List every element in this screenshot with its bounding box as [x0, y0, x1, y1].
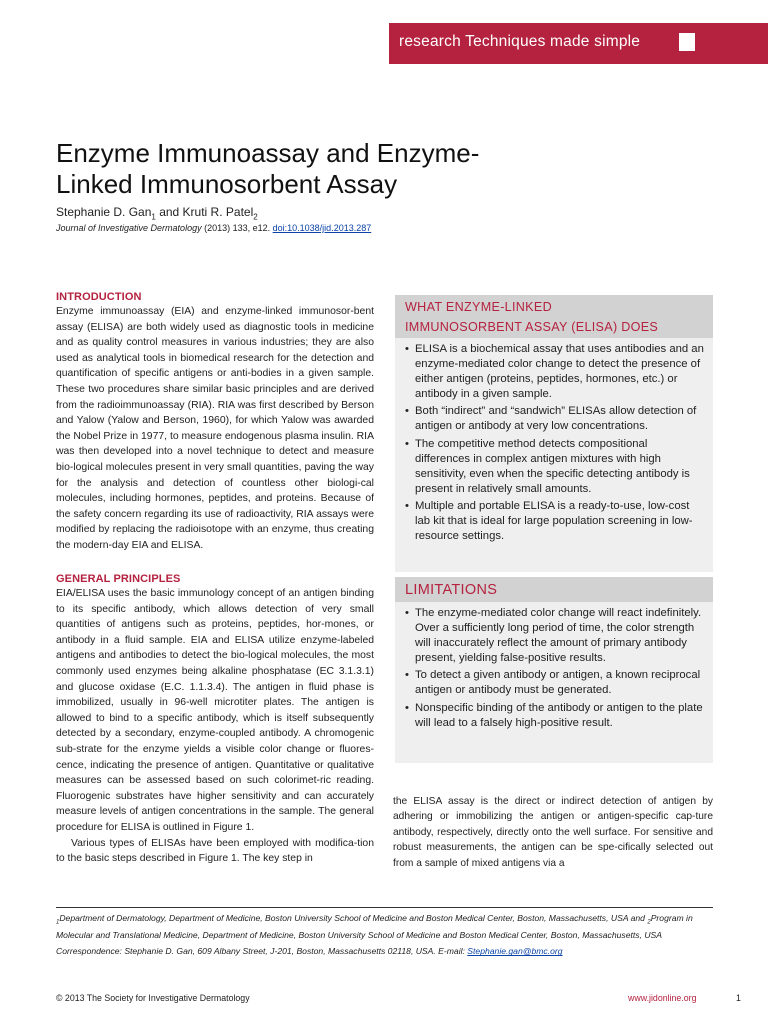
general-principles-paragraph-2: Various types of ELISAs have been employed with modifica-tion to the basic steps described in Figure 1. The key step in — [56, 837, 374, 865]
article-title — [56, 138, 576, 200]
banner-square-icon — [679, 33, 695, 51]
citation — [56, 223, 371, 233]
banner-text: research Techniques made simple — [399, 33, 641, 50]
title-line-1: Enzyme Immunoassay and Enzyme- — [56, 138, 480, 168]
general-principles-paragraph: EIA/ELISA uses the basic immunology concept of an antigen binding to its specific antibody, which allows detection of very small quantities of antigens such as proteins, peptides, hor-mones, or antibody in a fluid sample. EIA and ELISA utilize enzyme-labeled antigens and antibodies to detect the bio-logical molecules, the most commonly used enzymes being alkaline phosphatase (EC 3.1.3.1) and glucose oxidase (E.C. 1.1.3.4). The antigen in fluid phase is immobilized, usually in 96-well microtiter plates. The antigen is allowed to bind to a specific antibody, which is itself subsequently detected by a secondary, enzyme-coupled antibody. A chromogenic sub-strate for the enzyme yields a visible color change or fluores-cence, indicating the presence of antigen. Quantitative or qualitative measures can be assessed based on such colorimet-ric reading. Fluorogenic substrates have higher sensitivity and can accurately measure levels of antigen concentrations in the sample. The general procedure for ELISA is outlined in Figure 1. — [56, 588, 374, 833]
authors-and: and Kruti R. Patel — [155, 205, 254, 219]
limitations-box — [395, 602, 713, 763]
elisa-does-title — [405, 297, 658, 337]
correspondence — [56, 945, 716, 957]
email-link[interactable]: Stephanie.gan@bmc.org — [467, 946, 563, 957]
list-item: • Nonspecific binding of the antibody or antigen to the plate will lead to a falsely high-positive result. — [405, 701, 705, 731]
elisa-does-title-line-1: WHAT ENZYME-LINKED — [405, 300, 552, 314]
elisa-does-box-header — [395, 295, 713, 338]
general-principles-heading: GENERAL PRINCIPLES — [56, 573, 181, 585]
introduction-paragraph: Enzyme immunoassay (EIA) and enzyme-linked immunosor-bent assay (ELISA) are both widely used as diagnostic tools in medicine and as quality control measures in various industries; they are also used as analytical tools in biomedical research for the detection and quantification of specific antigens or anti-bodies in a given sample. These two procedures share similar basic principles and are derived from the radioimmunoassay (RIA). RIA was first described by Berson and Yalow (Yalow and Berson, 1960), for which Yalow was awarded the Nobel Prize in 1977, to measure endogenous plasma insulin. RIA was then developed into a novel technique to detect and measure bio-logical molecules present in very small quantities, paving the way for the analysis and detection of countless other biologi-cal molecules, including hormones, peptides, and proteins. Because of the safety concern regarding its use of radioactivity, RIA assays were modified by replacing the radioisotope with an enzyme, thus creating the modern-day EIA and ELISA. — [56, 306, 374, 551]
list-item: • Multiple and portable ELISA is a ready-to-use, low-cost lab kit that is ideal for large population screening in low-resource settings. — [405, 499, 705, 544]
list-item: • ELISA is a biochemical assay that uses antibodies and an enzyme-mediated color change to detect the presence of either antigen (proteins, peptides, hormones, etc.) or antibody in a given sample. — [405, 342, 705, 402]
elisa-does-box — [395, 338, 713, 572]
affiliations — [56, 912, 716, 941]
authors — [56, 205, 258, 221]
footnotes — [56, 912, 716, 958]
affiliation-mark-1: 1 — [56, 919, 60, 926]
list-item: • The competitive method detects compositional differences in complex antigen mixtures with high sensitivity, even when the specific detecting antibody is present in relatively small amounts. — [405, 437, 705, 497]
list-item: • To detect a given antibody or antigen, a known reciprocal antigen or antibody must be generated. — [405, 668, 705, 698]
general-principles-text — [56, 586, 374, 867]
title-line-2: Linked Immunosorbent Assay — [56, 169, 398, 199]
page-number: 1 — [736, 993, 741, 1003]
limitations-list — [405, 606, 705, 733]
right-column-text — [393, 794, 713, 871]
elisa-does-list — [405, 342, 705, 546]
limitations-box-header — [395, 577, 713, 602]
introduction-heading: INTRODUCTION — [56, 291, 142, 303]
author-1: Stephanie D. Gan — [56, 205, 152, 219]
doi-link[interactable]: doi:10.1038/jid.2013.287 — [272, 223, 372, 233]
affiliation-1: Department of Dermatology, Department of Medicine, Boston University School of Medicine and Boston Medical Center, Boston, Massachusetts, USA and — [59, 913, 648, 923]
right-column-paragraph: the ELISA assay is the direct or indirect detection of antigen by adhering or immobilizing the antigen or antigen-specific cap-ture antibody, respectively, directly onto the well surface. For sensitive and robust measurements, the antigen can be spe-cifically selected out from a sample of mixed antigens via a — [393, 796, 713, 869]
list-item: • Both “indirect” and “sandwich” ELISAs allow detection of antigen or antibody at very low concentrations. — [405, 404, 705, 434]
author-1-affiliation-mark: 1 — [151, 212, 156, 222]
author-2-affiliation-mark: 2 — [253, 212, 258, 222]
footnote-divider — [56, 907, 713, 908]
citation-details: (2013) 133, e12. — [201, 223, 273, 233]
correspondence-text: Correspondence: Stephanie D. Gan, 609 Albany Street, J-201, Boston, Massachusetts 02118, USA. E-mail: — [56, 946, 468, 957]
limitations-title: LIMITATIONS — [405, 582, 498, 598]
introduction-text — [56, 304, 374, 554]
list-item: • The enzyme-mediated color change will react indefinitely. Over a sufficiently long period of time, the color strength will inaccurately reflect the amount of primary antibody present, yielding false-positive results. — [405, 606, 705, 666]
affiliation-mark-2: 2 — [647, 919, 651, 926]
copyright: © 2013 The Society for Investigative Dermatology — [56, 993, 250, 1003]
elisa-does-title-line-2: IMMUNOSORBENT ASSAY (ELISA) DOES — [405, 320, 659, 334]
journal-name: Journal of Investigative Dermatology — [56, 223, 202, 233]
section-banner — [389, 23, 768, 64]
affiliation-2: Program in Molecular and Translational Medicine, Department of Medicine, Boston University School of Medicine and Boston Medical Center, Boston, Massachusetts, USA — [56, 913, 693, 941]
journal-url-link[interactable]: www.jidonline.org — [628, 993, 697, 1003]
